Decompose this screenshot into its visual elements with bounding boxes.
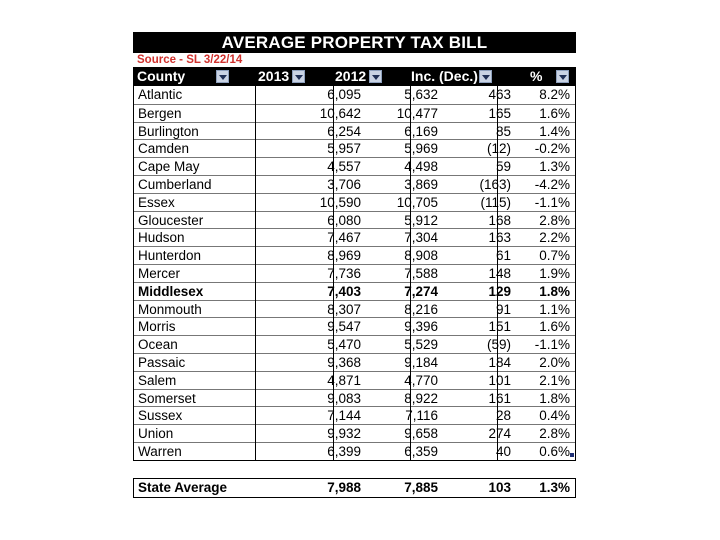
header-2012-label: 2012 xyxy=(335,68,367,84)
cell-county: Camden xyxy=(138,141,190,157)
cell-county: Cape May xyxy=(138,159,200,175)
cell-inc: 101 xyxy=(488,372,511,388)
cell-y2012: 7,304 xyxy=(404,230,438,246)
cell-y2013: 6,095 xyxy=(327,87,361,102)
cell-y2012: 7,116 xyxy=(405,408,438,424)
cell-county: Monmouth xyxy=(138,301,202,317)
cell-county: Bergen xyxy=(138,105,182,121)
cell-y2012: 8,216 xyxy=(404,301,438,317)
cell-y2013: 5,470 xyxy=(327,337,361,353)
cell-county: Hudson xyxy=(138,230,185,246)
table-row xyxy=(134,371,575,389)
cell-pct: 1.8% xyxy=(539,390,570,406)
cell-inc: 463 xyxy=(488,87,511,102)
table-row xyxy=(134,122,575,140)
cell-inc: (115) xyxy=(480,194,511,210)
cell-y2012: 9,184 xyxy=(404,354,438,370)
cell-pct: 1.3% xyxy=(539,159,570,175)
state-average-row xyxy=(133,478,576,498)
cell-county: Warren xyxy=(138,443,182,459)
cell-y2012: 9,396 xyxy=(404,319,438,335)
table-row xyxy=(134,389,575,407)
table-row xyxy=(134,317,575,335)
selection-handle[interactable] xyxy=(570,453,574,457)
table-row xyxy=(134,193,575,211)
cell-county: Cumberland xyxy=(138,176,212,192)
cell-pct: 1.8% xyxy=(539,283,570,299)
cell-pct: 1.4% xyxy=(539,123,570,139)
cell-y2012: 9,658 xyxy=(404,426,438,442)
cell-county: Essex xyxy=(138,194,175,210)
cell-inc: 148 xyxy=(488,265,511,281)
data-table xyxy=(133,85,576,461)
cell-y2013: 7,467 xyxy=(327,230,361,246)
table-row xyxy=(134,104,575,122)
cell-y2012: 10,477 xyxy=(396,105,438,121)
table-row xyxy=(134,139,575,157)
cell-county: Atlantic xyxy=(138,87,183,102)
table-row xyxy=(134,175,575,193)
column-divider xyxy=(255,86,256,460)
cell-y2012: 5,632 xyxy=(404,87,438,102)
cell-y2013: 6,080 xyxy=(327,212,361,228)
header-2013-label: 2013 xyxy=(258,68,290,84)
cell-y2013: 3,706 xyxy=(327,176,361,192)
cell-y2012: 3,869 xyxy=(404,176,438,192)
cell-inc: 61 xyxy=(495,248,511,264)
header-county xyxy=(137,67,229,85)
cell-inc: 274 xyxy=(488,426,511,442)
cell-y2013: 4,871 xyxy=(327,372,361,388)
cell-pct: -4.2% xyxy=(534,176,570,192)
header-county-label: County xyxy=(137,68,186,84)
column-divider xyxy=(410,86,411,460)
table-row xyxy=(134,442,575,460)
source-note: Source - SL 3/22/14 xyxy=(137,54,243,66)
table-row xyxy=(134,424,575,442)
column-divider xyxy=(333,86,334,460)
cell-inc: 168 xyxy=(488,212,511,228)
cell-county: Union xyxy=(138,426,174,442)
cell-inc: 91 xyxy=(495,301,511,317)
cell-pct: 1.1% xyxy=(539,301,570,317)
cell-county: Salem xyxy=(138,372,177,388)
cell-county: Middlesex xyxy=(138,283,204,299)
cell-inc: 85 xyxy=(495,123,511,139)
column-divider xyxy=(497,86,498,460)
cell-pct: 1.9% xyxy=(539,265,570,281)
cell-y2013: 10,642 xyxy=(319,105,361,121)
cell-inc: 163 xyxy=(488,230,511,246)
cell-county: Morris xyxy=(138,319,176,335)
table-row xyxy=(134,157,575,175)
cell-inc: 40 xyxy=(495,443,511,459)
cell-county: Mercer xyxy=(138,265,181,281)
cell-y2012: 7,588 xyxy=(404,265,438,281)
table-title: AVERAGE PROPERTY TAX BILL xyxy=(133,32,576,53)
cell-y2013: 4,557 xyxy=(327,159,361,175)
cell-y2012: 6,169 xyxy=(404,123,438,139)
table-row xyxy=(134,282,575,300)
table-header xyxy=(133,67,576,85)
cell-y2013: 8,969 xyxy=(327,248,361,264)
cell-y2012: 8,922 xyxy=(404,390,438,406)
cell-inc: 161 xyxy=(488,390,511,406)
cell-y2012: 4,770 xyxy=(404,372,438,388)
cell-pct: 2.2% xyxy=(539,230,570,246)
cell-y2012: 5,969 xyxy=(404,141,438,157)
table-row xyxy=(134,211,575,229)
cell-county: Passaic xyxy=(138,354,186,370)
cell-pct: 0.6% xyxy=(539,443,570,459)
cell-pct: -0.2% xyxy=(534,141,570,157)
2012-filter-dropdown-icon[interactable] xyxy=(369,70,382,83)
cell-y2013: 6,399 xyxy=(327,443,361,459)
table-row xyxy=(134,228,575,246)
inc-filter-dropdown-icon[interactable] xyxy=(479,70,492,83)
state-average-pct: 1.3% xyxy=(539,480,570,495)
table-row xyxy=(134,246,575,264)
2013-filter-dropdown-icon[interactable] xyxy=(292,70,305,83)
cell-y2013: 7,144 xyxy=(327,408,361,424)
cell-county: Ocean xyxy=(138,337,178,353)
cell-pct: 2.1% xyxy=(539,372,570,388)
cell-y2012: 6,359 xyxy=(404,443,438,459)
cell-y2012: 8,908 xyxy=(404,248,438,264)
cell-y2013: 9,547 xyxy=(327,319,361,335)
pct-filter-dropdown-icon[interactable] xyxy=(556,70,569,83)
county-filter-dropdown-icon[interactable] xyxy=(216,70,229,83)
table-row xyxy=(134,353,575,371)
cell-inc: 184 xyxy=(488,354,511,370)
header-2012 xyxy=(335,67,382,85)
cell-pct: 8.2% xyxy=(539,87,570,102)
cell-y2013: 8,307 xyxy=(327,301,361,317)
cell-county: Sussex xyxy=(138,408,183,424)
cell-pct: 1.6% xyxy=(539,319,570,335)
table-row xyxy=(134,406,575,424)
cell-pct: 1.6% xyxy=(539,105,570,121)
cell-y2013: 5,957 xyxy=(327,141,361,157)
cell-inc: (59) xyxy=(486,337,511,353)
cell-y2012: 5,912 xyxy=(404,212,438,228)
header-2013 xyxy=(258,67,305,85)
cell-pct: 2.0% xyxy=(539,354,570,370)
cell-y2013: 6,254 xyxy=(327,123,361,139)
cell-inc: 165 xyxy=(488,105,511,121)
cell-inc: 59 xyxy=(495,159,511,175)
cell-pct: -1.1% xyxy=(534,194,570,210)
cell-y2012: 10,705 xyxy=(396,194,438,210)
cell-y2013: 7,736 xyxy=(327,265,361,281)
state-average-2013: 7,988 xyxy=(327,480,361,495)
cell-y2012: 5,529 xyxy=(404,337,438,353)
cell-county: Somerset xyxy=(138,390,196,406)
cell-y2013: 9,932 xyxy=(327,426,361,442)
cell-pct: 0.4% xyxy=(539,408,570,424)
cell-county: Gloucester xyxy=(138,212,204,228)
state-average-2012: 7,885 xyxy=(404,480,438,495)
cell-y2013: 9,083 xyxy=(327,390,361,406)
header-inc xyxy=(411,67,492,85)
cell-inc: 151 xyxy=(488,319,511,335)
header-inc-label: Inc. (Dec.) xyxy=(411,68,478,84)
cell-y2012: 7,274 xyxy=(404,283,438,299)
cell-y2013: 7,403 xyxy=(327,283,361,299)
cell-inc: (12) xyxy=(486,141,511,157)
cell-county: Burlington xyxy=(138,123,199,139)
cell-y2013: 10,590 xyxy=(319,194,361,210)
cell-pct: 2.8% xyxy=(539,426,570,442)
cell-y2012: 4,498 xyxy=(404,159,438,175)
cell-inc: (163) xyxy=(479,176,511,192)
header-pct-label: % xyxy=(530,68,543,84)
cell-y2013: 9,368 xyxy=(327,354,361,370)
cell-pct: 2.8% xyxy=(539,212,570,228)
cell-pct: 0.7% xyxy=(539,248,570,264)
state-average-label: State Average xyxy=(138,480,228,495)
cell-inc: 129 xyxy=(488,283,511,299)
cell-inc: 28 xyxy=(495,408,511,424)
header-pct xyxy=(530,67,569,85)
state-average-inc: 103 xyxy=(488,480,511,495)
cell-pct: -1.1% xyxy=(534,337,570,353)
table-row xyxy=(134,264,575,282)
cell-county: Hunterdon xyxy=(138,248,202,264)
table-row xyxy=(134,300,575,318)
table-row xyxy=(134,335,575,353)
table-row xyxy=(134,86,575,104)
